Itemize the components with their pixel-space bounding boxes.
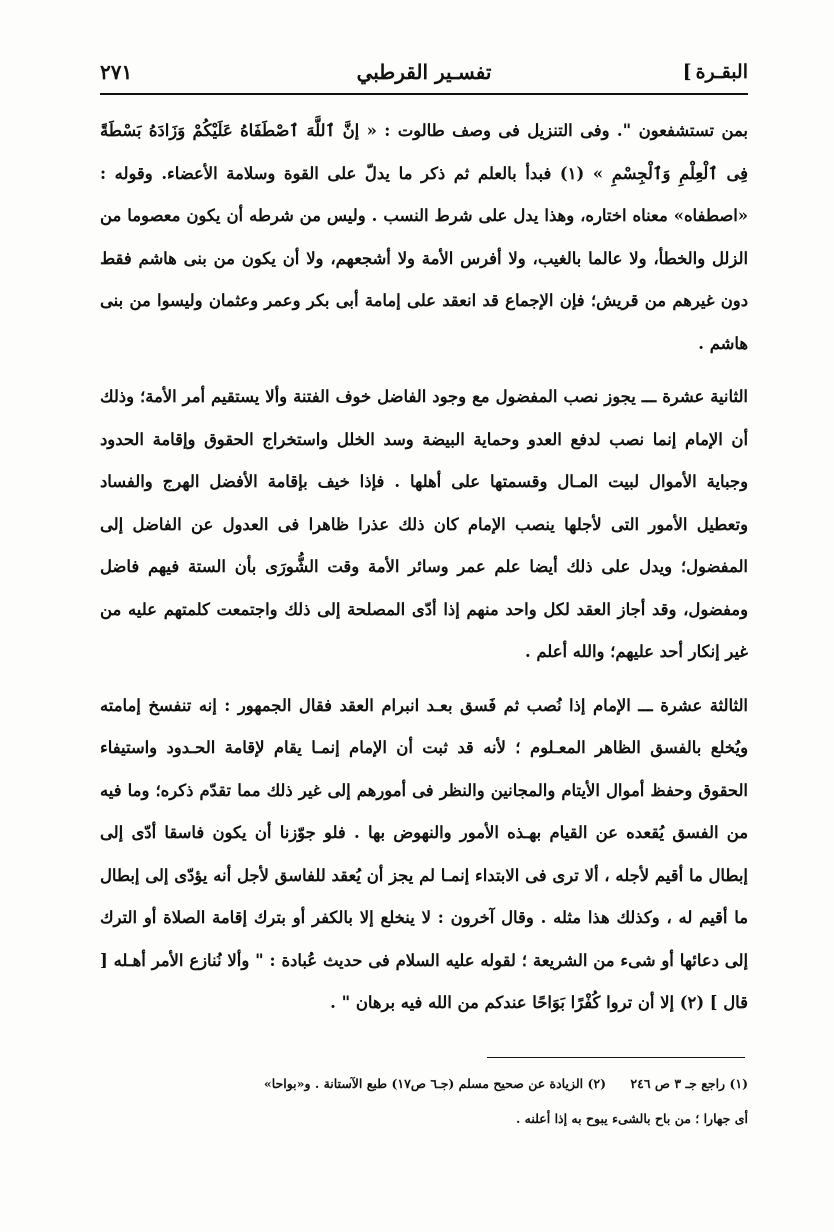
footnote-rule (487, 1057, 745, 1058)
footnotes (100, 1066, 748, 1136)
paragraph-3: الثالثة عشرة ـــ الإمام إذا نُصب ثم فَسق بعـد انبرام العقد فقال الجمهور : إنه تنفسخ إمامته ويُخلع بالفسق الظاهر المعـلوم ؛ لأنه قد ثبت أن الإمام إنمـا يقام لإقامة الحـدود واستيفاء الحقوق وحفظ أموال الأيتام والمجانين والنظر فى أمورهم إلى غير ذلك مما تقدّم ذكره؛ وما فيه من الفسق يُقعده عن القيام بهـذه الأمور والنهوض بها . فلو جوّزنا أن يكون فاسقا أدّى إلى إبطال ما أقيم لأجله ، ألا ترى فى الابتداء إنمـا لم يجز أن يُعقد للفاسق لأجل أنه يؤدّى إلى إبطال ما أقيم له ، وكذلك هذا مثله . وقال آخرون : لا ينخلع إلا بالكفر أو بترك إقامة الصلاة أو الترك إلى دعائها أو شىء من الشريعة ؛ لقوله عليه السلام فى حديث عُبادة : " وألا نُنازع الأمر أهـله [ قال ] (٢) إلا أن تروا كُفْرًا بَوَاحًا عندكم من الله فيه برهان " . (100, 695, 748, 1012)
paragraph-2: الثانية عشرة ـــ يجوز نصب المفضول مع وجود الفاضل خوف الفتنة وألا يستقيم أمر الأمة؛ وذلك أن الإمام إنما نصب لدفع العدو وحماية البيضة وسد الخلل واستخراج الحقوق وإقامة الحدود وجباية الأموال لبيت المـال وقسمتها على أهلها . فإذا خيف بإقامة الأفضل الهرج والفساد وتعطيل الأمور التى لأجلها ينصب الإمام كان ذلك عذرا ظاهرا فى العدول عن الفاضل إلى المفضول؛ ويدل على ذلك أيضا علم عمر وسائر الأمة وقت الشُّورَى بأن الستة فيهم فاضل ومفضول، وقد أجاز العقد لكل واحد منهم إذا أدّى المصلحة إلى ذلك واجتمعت كلمتهم عليه من غير إنكار أحد عليهم؛ والله أعلم . (100, 387, 748, 661)
footnote-row (100, 1066, 748, 1101)
paragraph-1: بمن تستشفعون ". وفى التنزيل فى وصف طالوت : « إنَّ ٱللَّهَ ٱصْطَفَاهُ عَلَيْكُمْ وَزَادَهُ بَسْطَةً فِى ٱلْعِلْمِ وَٱلْجِسْمِ » (١) فبدأ بالعلم ثم ذكر ما يدلّ على القوة وسلامة الأعضاء. وقوله : «اصطفاه» معناه اختاره، وهذا يدل على شرط النسب . وليس من شرطه أن يكون معصوما من الزلل والخطأ، ولا عالما بالغيب، ولا أفرس الأمة ولا أشجعهم، ولا أن يكون من بنى هاشم فقط دون غيرهم من قريش؛ فإن الإجماع قد انعقد على إمامة أبى بكر وعمر وعثمان وليسوا من بنى هاشم . (100, 121, 748, 353)
main-text (100, 110, 748, 1025)
header-rule (100, 93, 748, 95)
header-bracket: ] (682, 61, 692, 83)
page-header (100, 52, 748, 92)
footnote-2: (٢) الزيادة عن صحيح مسلم (جـ٦ ص١٧) طبع الآستانة . و«بواحا» (263, 1076, 607, 1091)
footnote-1: (١) راجع جـ ٣ ص ٢٤٦ (630, 1076, 748, 1091)
footnote-2-continuation: أى جهارا ؛ من باح بالشىء يبوح به إذا أعلنه . (515, 1111, 748, 1126)
surah-name: البقـرة (695, 61, 748, 83)
surah-name-group (683, 61, 748, 83)
book-title: تفسـير القرطبي (356, 60, 492, 84)
page-number: ٢٧١ (100, 60, 133, 84)
